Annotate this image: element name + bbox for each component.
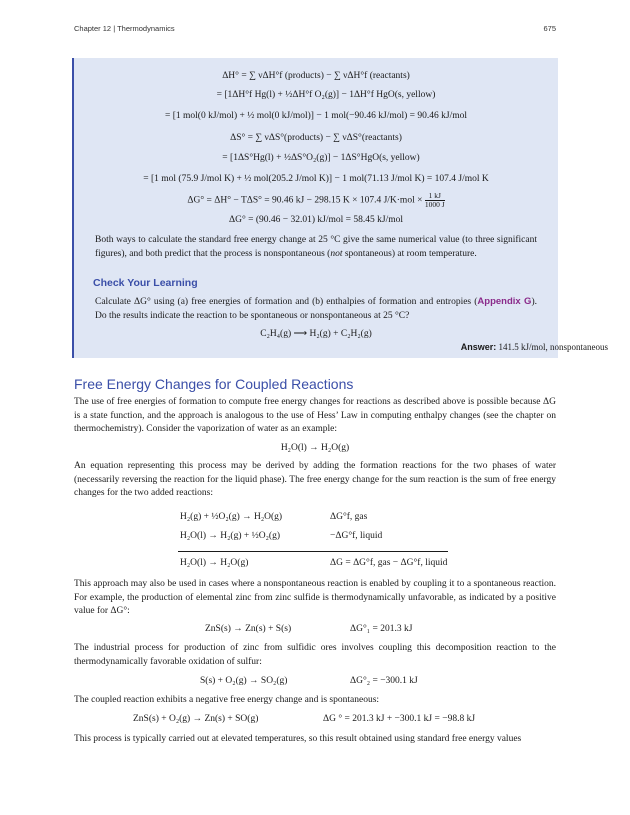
appendix-g-link[interactable]: Appendix G xyxy=(477,296,532,307)
reaction-1-dg: ΔG°f, gas xyxy=(330,512,368,522)
coupled-reaction: ZnS(s) + O₂(g) → Zn(s) + SO(g) xyxy=(133,714,259,724)
section-heading: Free Energy Changes for Coupled Reactions xyxy=(74,376,354,392)
chapter-title: Chapter 12 | Thermodynamics xyxy=(74,24,175,33)
paragraph-3: This approach may also be used in cases where a nonspontaneous reaction is enabled by coupling it to a spontaneous reaction. For example, the production of elemental zinc from zinc sulfide is thermodynamically unfavorable, as indicated by a positive value for ΔG°: xyxy=(74,579,556,616)
check-text-a: Calculate ΔG° using (a) free energies of formation and (b) enthalpies of formation and entropies ( xyxy=(95,297,478,307)
explanation-text-b: spontaneous) at room temperature. xyxy=(342,248,477,259)
paragraph-5: The coupled reaction exhibits a negative free energy change and is spontaneous: xyxy=(74,695,380,705)
equation-dh-values: = [1 mol(0 kJ/mol) + ½ mol(0 kJ/mol)] − 1 mol(−90.46 kJ/mol) = 90.46 kJ/mol xyxy=(164,111,468,121)
equation-dg-result: ΔG° = (90.46 − 32.01) kJ/mol = 58.45 kJ/mol xyxy=(228,215,404,225)
check-learning-question xyxy=(95,295,537,323)
example-solution-box xyxy=(72,58,558,358)
fraction-denominator: 1000 J xyxy=(424,200,445,209)
coupled-reaction-dg: ΔG ° = 201.3 kJ + −300.1 kJ = −98.8 kJ xyxy=(323,714,476,724)
check-equation: C₂H₄(g) ⟶ H₂(g) + C₂H₂(g) xyxy=(260,329,372,339)
reaction-2-dg: −ΔG°f, liquid xyxy=(330,531,383,541)
paragraph-2: An equation representing this process may be derived by adding the formation reactions for the two phases of water (necessarily reversing the reaction for the liquid phase). The free energy change for the sum reaction is the sum of free energy changes for the two added reactions: xyxy=(74,461,556,498)
explanation-emphasis: not xyxy=(330,248,343,259)
equation-ds-general: ΔS° = ∑ νΔS°(products) − ∑ νΔS°(reactants) xyxy=(230,133,402,143)
equation-dg-calc-text: ΔG° = ΔH° − TΔS° = 90.46 kJ − 298.15 K × 107.4 J/K·mol × xyxy=(187,195,423,206)
reaction-sum-dg: ΔG = ΔG°f, gas − ΔG°f, liquid xyxy=(330,558,448,568)
equation-vaporization: H₂O(l) → H₂O(g) xyxy=(280,443,350,453)
page-number: 675 xyxy=(543,24,556,33)
reaction-2: H₂O(l) → H₂(g) + ½O₂(g) xyxy=(180,531,280,541)
equation-ds-values: = [1 mol (75.9 J/mol K) + ½ mol(205.2 J/mol K)] − 1 mol(71.13 J/mol K) = 107.4 J/mol K xyxy=(143,174,489,184)
paragraph-6: This process is typically carried out at elevated temperatures, so this result obtained using standard free energy values xyxy=(74,734,522,744)
answer-value: 141.5 kJ/mol, nonspontaneous xyxy=(498,342,608,352)
sulfur-oxidation: S(s) + O₂(g) → SO₂(g) xyxy=(200,676,288,686)
fraction-numerator: 1 kJ xyxy=(425,192,445,201)
equation-ds-terms: = [1ΔS°Hg(l) + ½ΔS°O₂(g)] − 1ΔS°HgO(s, yellow) xyxy=(222,153,420,163)
check-your-learning-heading: Check Your Learning xyxy=(93,277,198,289)
equation-dh-terms: = [1ΔH°f Hg(l) + ½ΔH°f O₂(g)] − 1ΔH°f HgO(s, yellow) xyxy=(216,90,436,100)
zinc-decomposition: ZnS(s) → Zn(s) + S(s) xyxy=(205,624,292,634)
sulfur-oxidation-dg: ΔG°₂ = −300.1 kJ xyxy=(350,676,418,686)
paragraph-1: The use of free energies of formation to compute free energy changes for reactions as described above is possible because ΔG is a state function, and the approach is analogous to the use of Hess’ Law in computing enthalpy changes (see the chapter on thermochemistry). Consider the vaporization of water as an example: xyxy=(74,397,556,434)
reaction-sum: H₂O(l) → H₂O(g) xyxy=(180,558,249,568)
page-header xyxy=(74,24,556,38)
answer-label: Answer: xyxy=(460,342,497,352)
paragraph-4: The industrial process for production of zinc from sulfidic ores involves coupling this decomposition reaction to the thermodynamically favorable oxidation of sulfur: xyxy=(74,643,556,667)
explanation-text-a: Both ways to calculate the standard free energy change at 25 °C give the same numerical value (to three significant figures), and both predict that the process is nonspontaneous ( xyxy=(95,235,537,259)
unit-conversion-fraction xyxy=(425,192,445,209)
equation-dg-calc xyxy=(74,192,558,209)
zinc-decomposition-dg: ΔG°₁ = 201.3 kJ xyxy=(350,624,413,634)
explanation-paragraph xyxy=(95,234,537,261)
answer-line xyxy=(461,342,608,352)
sum-divider xyxy=(178,551,448,552)
equation-dh-general: ΔH° = ∑ νΔH°f (products) − ∑ νΔH°f (reactants) xyxy=(222,71,410,81)
check-text-b: ). Do the results indicate the reaction to be spontaneous or nonspontaneous at 25 °C? xyxy=(95,297,537,321)
reaction-1: H₂(g) + ½O₂(g) → H₂O(g) xyxy=(180,512,283,522)
